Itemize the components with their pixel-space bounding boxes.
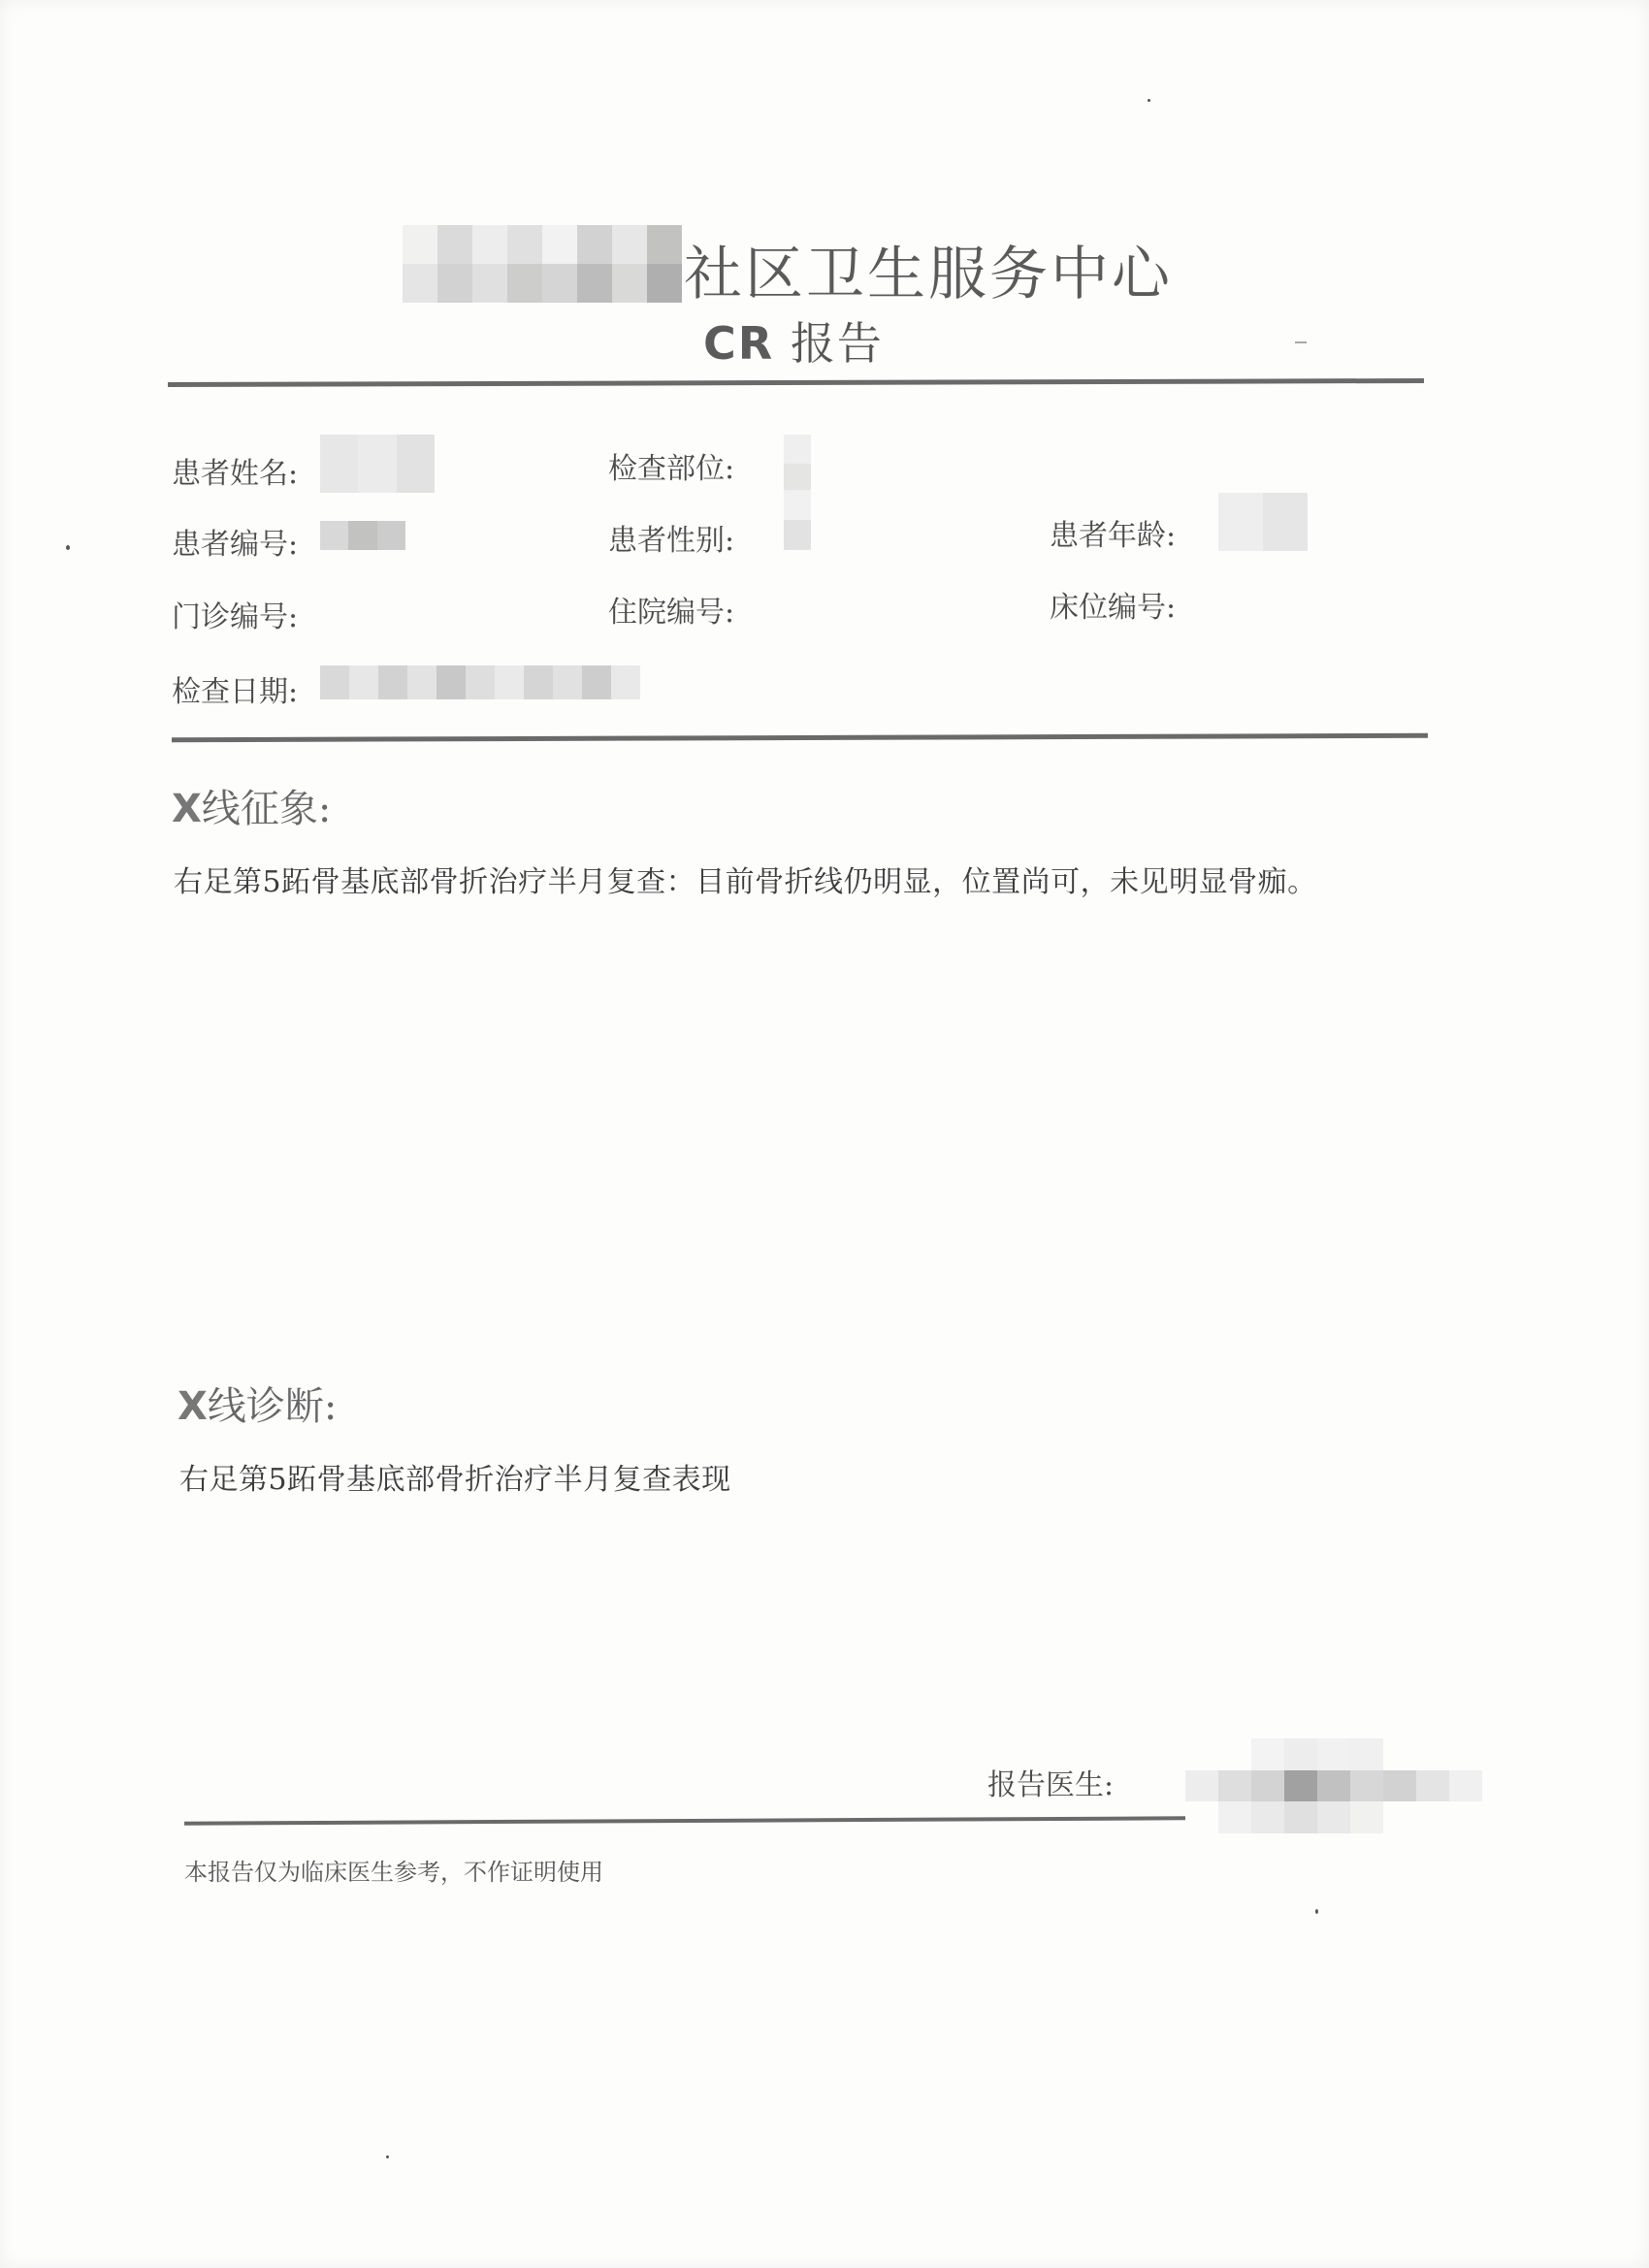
outpatient-no-label: 门诊编号: <box>172 600 299 634</box>
report-title-text: 报告 <box>790 317 884 370</box>
redacted-institution-name <box>403 225 682 303</box>
scan-speck <box>386 2155 389 2158</box>
redacted-exam-date <box>320 665 640 699</box>
footer-disclaimer: 本报告仅为临床医生参考，不作证明使用 <box>184 1859 603 1886</box>
redacted-patient-name <box>320 435 435 493</box>
scan-speck <box>1148 99 1150 102</box>
diagnosis-heading <box>178 1376 337 1431</box>
diagnosis-heading-x: X <box>178 1384 208 1429</box>
patient-id-label: 患者编号: <box>172 528 299 562</box>
findings-heading <box>172 778 331 833</box>
exam-date-label: 检查日期: <box>172 675 299 709</box>
findings-text: 右足第5跖骨基底部骨折治疗半月复查：目前骨折线仍明显，位置尚可，未见明显骨痂。 <box>174 865 1317 899</box>
findings-heading-x: X <box>172 787 202 831</box>
exam-site-label: 检查部位: <box>608 452 735 486</box>
doctor-label: 报告医生: <box>987 1768 1115 1802</box>
patient-name-label: 患者姓名: <box>172 457 299 491</box>
scan-speck <box>1315 1909 1318 1914</box>
report-title <box>703 308 884 373</box>
redacted-exam-site <box>784 435 811 493</box>
patient-sex-label: 患者性别: <box>608 524 735 558</box>
patient-age-label: 患者年龄: <box>1050 519 1177 553</box>
inpatient-no-label: 住院编号: <box>608 596 735 630</box>
diagnosis-heading-text: 线诊断: <box>207 1384 338 1429</box>
diagnosis-text: 右足第5跖骨基底部骨折治疗半月复查表现 <box>179 1463 731 1497</box>
institution-title: 社区卫生服务中心 <box>684 241 1173 308</box>
bed-no-label: 床位编号: <box>1050 591 1177 625</box>
redacted-patient-sex <box>784 490 811 550</box>
findings-heading-text: 线征象: <box>201 787 332 831</box>
redacted-doctor-signature <box>1185 1738 1482 1833</box>
scan-speck <box>66 545 70 550</box>
redacted-patient-age <box>1218 493 1308 551</box>
redacted-patient-id <box>320 521 405 550</box>
scan-speck <box>1295 341 1307 343</box>
report-type-prefix: CR <box>703 317 775 370</box>
